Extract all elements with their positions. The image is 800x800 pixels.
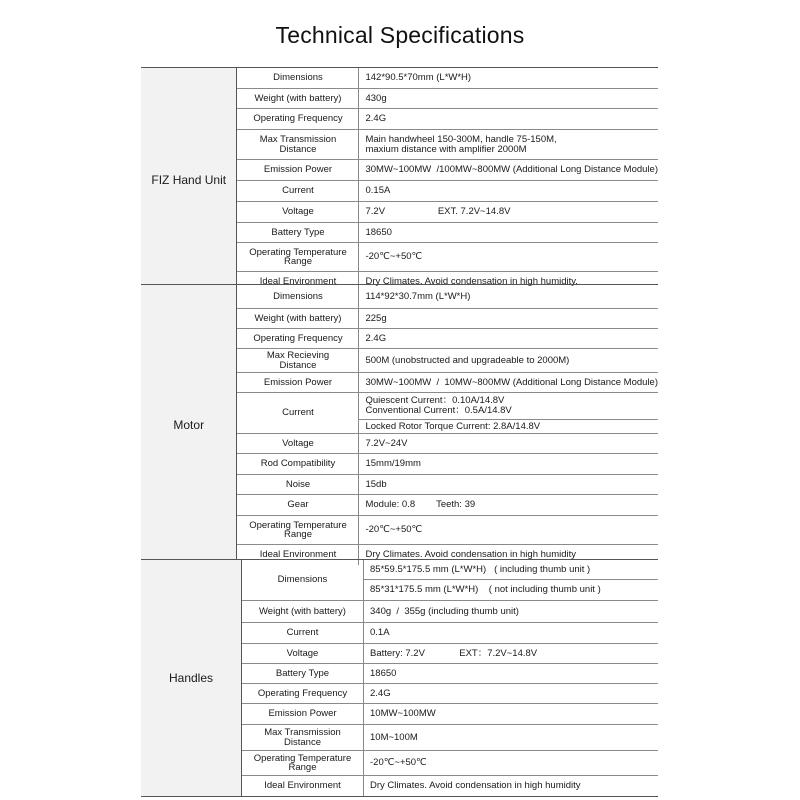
spec-value: 430g [365,92,387,104]
section-label: Motor [141,285,236,565]
spec-values [359,285,658,308]
spec-values [359,89,658,108]
spec-values [359,130,658,159]
spec-value: -20℃~+50℃ [365,524,423,535]
spec-value: 340g / 355g (including thumb unit) [370,605,519,617]
spec-value: Dry Climates. Avoid condensation in high humidity. [365,276,578,287]
spec-key: Battery Type [237,223,359,242]
spec-row [237,243,658,272]
spec-value: 10MW~100MW [370,708,436,719]
spec-row [237,160,658,181]
spec-row [242,776,658,796]
spec-row [237,434,658,454]
spec-value: 142*90.5*70mm (L*W*H) [365,72,472,83]
spec-key: Voltage [237,202,359,222]
spec-values [359,68,658,88]
section-fiz-hand-unit [141,67,658,292]
section-handles [141,559,658,797]
spec-rows [236,68,658,292]
spec-key: Emission Power [242,704,364,724]
spec-value: Main handwheel 150-300M, handle 75-150M, maxium distance with amplifier 2000M [365,133,557,155]
spec-key: Operating Temperature Range [237,243,359,271]
spec-values [364,644,658,663]
spec-row [237,475,658,495]
spec-row [242,684,658,704]
spec-row [242,751,658,776]
spec-key: Weight (with battery) [237,89,359,108]
spec-key: Weight (with battery) [242,601,364,622]
spec-key: Max Transmission Distance [242,725,364,750]
spec-value: 30MW~100MW /100MW~800MW (Additional Long Distance Module) [365,164,658,175]
spec-values [359,349,658,372]
spec-row [237,393,658,434]
spec-row [242,725,658,751]
page-title: Technical Specifications [275,22,525,48]
spec-values [364,623,658,643]
spec-value: 2.4G [365,332,387,344]
spec-key: Noise [237,475,359,494]
spec-value: 18650 [370,667,397,679]
spec-row [242,644,658,664]
spec-key: Operating Frequency [237,329,359,348]
spec-value: Dry Climates. Avoid condensation in high humidity [365,549,577,560]
spec-key: Current [237,393,359,433]
spec-row [237,181,658,202]
spec-row [242,664,658,684]
spec-values [359,475,658,494]
spec-key: Current [242,623,364,643]
spec-rows [236,285,658,565]
spec-value: 225g [365,312,387,324]
spec-row [237,130,658,160]
spec-value: 30MW~100MW / 10MW~800MW (Additional Long Distance Module) [365,376,658,388]
spec-row [242,601,658,623]
spec-key: Ideal Environment [242,776,364,796]
spec-value: 85*59.5*175.5 mm (L*W*H) ( including thumb unit ) [364,560,658,580]
spec-value: Quiescent Current：0.10A/14.8V Conventional Current：0.5A/14.8V [359,393,658,420]
spec-key: Voltage [242,644,364,663]
spec-values [359,454,658,474]
spec-values [359,434,658,453]
spec-row [237,202,658,223]
spec-key: Operating Temperature Range [237,516,359,544]
spec-row [237,68,658,89]
spec-value: 18650 [365,226,392,238]
spec-row [237,373,658,393]
spec-key: Emission Power [237,160,359,180]
spec-values [364,776,658,796]
spec-key: Operating Frequency [242,684,364,703]
spec-values [364,664,658,683]
spec-key: Voltage [237,434,359,453]
spec-value: -20℃~+50℃ [370,757,427,768]
spec-values [359,393,658,433]
spec-row [237,285,658,309]
spec-value: 2.4G [370,687,391,699]
spec-value: 0.1A [370,627,390,638]
spec-value: 7.2V~24V [365,437,408,449]
spec-key: Rod Compatibility [237,454,359,474]
spec-values [359,495,658,515]
spec-value: Module: 0.8 Teeth: 39 [365,499,476,510]
spec-values [364,725,658,750]
spec-row [237,495,658,516]
spec-key: Operating Temperature Range [242,751,364,775]
spec-key: Gear [237,495,359,515]
spec-values [364,704,658,724]
spec-key: Battery Type [242,664,364,683]
spec-values [364,751,658,775]
spec-values [359,243,658,271]
spec-key: Dimensions [242,560,364,600]
spec-value: 0.15A [365,185,391,196]
spec-row [242,623,658,644]
spec-row [237,89,658,109]
spec-value: 114*92*30.7mm (L*W*H) [365,290,471,302]
spec-key: Ideal Environment [237,272,359,292]
spec-row [237,109,658,130]
spec-key: Dimensions [237,285,359,308]
spec-row [237,309,658,329]
spec-key: Max Recieving Distance [237,349,359,372]
spec-value: Locked Rotor Torque Current: 2.8A/14.8V [365,420,541,432]
spec-value: Dry Climates. Avoid condensation in high humidity [370,780,581,791]
spec-value: 500M (unobstructed and upgradeable to 2000M) [365,354,570,366]
spec-key: Max Transmission Distance [237,130,359,159]
spec-key: Ideal Environment [237,545,359,565]
spec-value: 15db [365,478,387,490]
spec-key: Current [237,181,359,201]
spec-value: 7.2V EXT. 7.2V~14.8V [365,206,511,217]
spec-rows [241,560,658,796]
spec-row [237,454,658,475]
spec-row [242,560,658,601]
spec-key: Emission Power [237,373,359,392]
spec-key: Weight (with battery) [237,309,359,328]
spec-values [359,109,658,129]
spec-row [237,349,658,373]
spec-row [237,516,658,545]
spec-values [359,181,658,201]
section-label: FIZ Hand Unit [141,68,236,292]
spec-key: Dimensions [237,68,359,88]
spec-key: Operating Frequency [237,109,359,129]
spec-value: Battery: 7.2V EXT：7.2V~14.8V [370,647,538,659]
spec-row [242,704,658,725]
spec-values [359,160,658,180]
spec-value: 2.4G [365,113,387,124]
spec-values [359,309,658,328]
spec-values [364,601,658,622]
spec-value: 15mm/19mm [365,458,421,469]
section-motor [141,284,658,565]
spec-row [237,329,658,349]
spec-values [359,223,658,242]
spec-values [359,516,658,544]
spec-values [364,684,658,703]
spec-values [359,329,658,348]
spec-value: -20℃~+50℃ [365,251,423,262]
spec-values [359,202,658,222]
section-label: Handles [141,560,241,796]
spec-values [359,373,658,392]
spec-value: 10M~100M [370,731,418,743]
spec-row [237,223,658,243]
spec-values [364,560,658,600]
spec-value: 85*31*175.5 mm (L*W*H) ( not including thumb unit ) [370,584,601,595]
